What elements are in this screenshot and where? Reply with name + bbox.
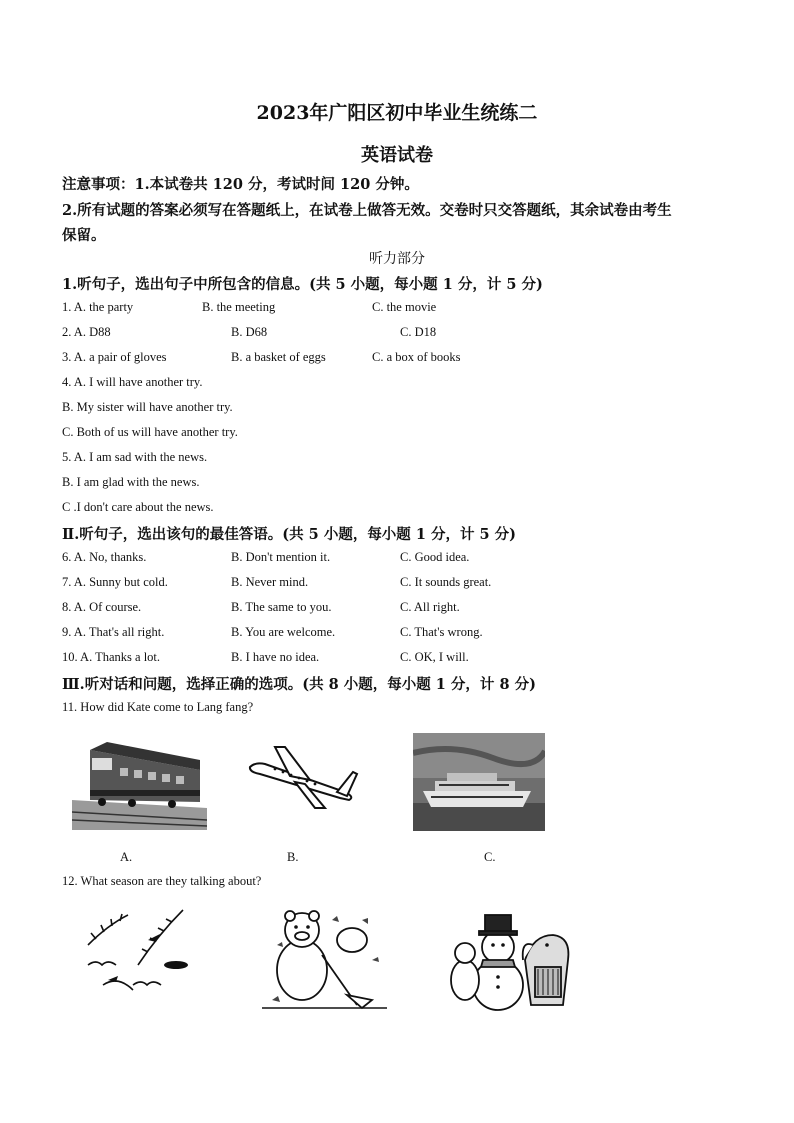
q11-question: 11. How did Kate come to Lang fang? — [62, 700, 254, 714]
q1-option-a: 1. A. the party — [62, 300, 134, 314]
q2-option-c: C. D18 — [400, 325, 437, 339]
q5-option-c: C .I don't care about the news. — [62, 500, 214, 514]
q8-option-c: C. All right. — [400, 600, 460, 614]
q4-option-a: 4. A. I will have another try. — [62, 375, 203, 389]
q9-option-c: C. That's wrong. — [400, 625, 483, 639]
q2-option-a: 2. A. D88 — [62, 325, 111, 339]
spring-birds-image — [78, 905, 198, 1000]
q1-option-c: C. the movie — [372, 300, 437, 314]
winter-snowman-image — [443, 905, 578, 1015]
notes-line1: 注意事项：1.本试卷共 120 分，考试时间 120 分钟。 — [62, 176, 419, 193]
section3-heading: Ⅲ.听对话和问题，选择正确的选项。(共 8 小题，每小题 1 分，计 8 分) — [62, 676, 536, 693]
autumn-bear-image — [262, 900, 387, 1012]
q10-option-b: B. I have no idea. — [231, 650, 320, 664]
listening-heading: 听力部分 — [369, 251, 425, 267]
q11-option-c: C. — [484, 850, 496, 864]
exam-title: 2023年广阳区初中毕业生统练二 — [256, 102, 538, 124]
train-image — [72, 730, 207, 830]
q5-option-b: B. I am glad with the news. — [62, 475, 200, 489]
q1-option-b: B. the meeting — [202, 300, 276, 314]
q6-option-c: C. Good idea. — [400, 550, 470, 564]
q10-option-c: C. OK, I will. — [400, 650, 469, 664]
q11-option-a: A. — [120, 850, 133, 864]
q12-question: 12. What season are they talking about? — [62, 874, 262, 888]
q5-option-a: 5. A. I am sad with the news. — [62, 450, 208, 464]
q9-option-b: B. You are welcome. — [231, 625, 336, 639]
ship-image — [413, 733, 545, 831]
notes-line2b: 保留。 — [62, 227, 106, 244]
section2-heading: Ⅱ.听句子，选出该句的最佳答语。(共 5 小题，每小题 1 分，计 5 分) — [62, 526, 517, 543]
q2-option-b: B. D68 — [231, 325, 268, 339]
q10-option-a: 10. A. Thanks a lot. — [62, 650, 161, 664]
q8-option-b: B. The same to you. — [231, 600, 332, 614]
q4-option-c: C. Both of us will have another try. — [62, 425, 238, 439]
q6-option-b: B. Don't mention it. — [231, 550, 331, 564]
q11-option-b: B. — [287, 850, 299, 864]
q4-option-b: B. My sister will have another try. — [62, 400, 233, 414]
q9-option-a: 9. A. That's all right. — [62, 625, 165, 639]
exam-subtitle: 英语试卷 — [361, 145, 433, 166]
q3-option-a: 3. A. a pair of gloves — [62, 350, 167, 364]
q7-option-c: C. It sounds great. — [400, 575, 492, 589]
q7-option-a: 7. A. Sunny but cold. — [62, 575, 168, 589]
section1-heading: 1.听句子，选出句子中所包含的信息。(共 5 小题，每小题 1 分，计 5 分) — [62, 276, 543, 293]
airplane-image — [245, 742, 360, 812]
notes-line2a: 2.所有试题的答案必须写在答题纸上，在试卷上做答无效。交卷时只交答题纸，其余试卷由考生 — [62, 202, 672, 219]
q6-option-a: 6. A. No, thanks. — [62, 550, 147, 564]
q8-option-a: 8. A. Of course. — [62, 600, 142, 614]
q7-option-b: B. Never mind. — [231, 575, 309, 589]
q3-option-b: B. a basket of eggs — [231, 350, 326, 364]
q3-option-c: C. a box of books — [372, 350, 461, 364]
